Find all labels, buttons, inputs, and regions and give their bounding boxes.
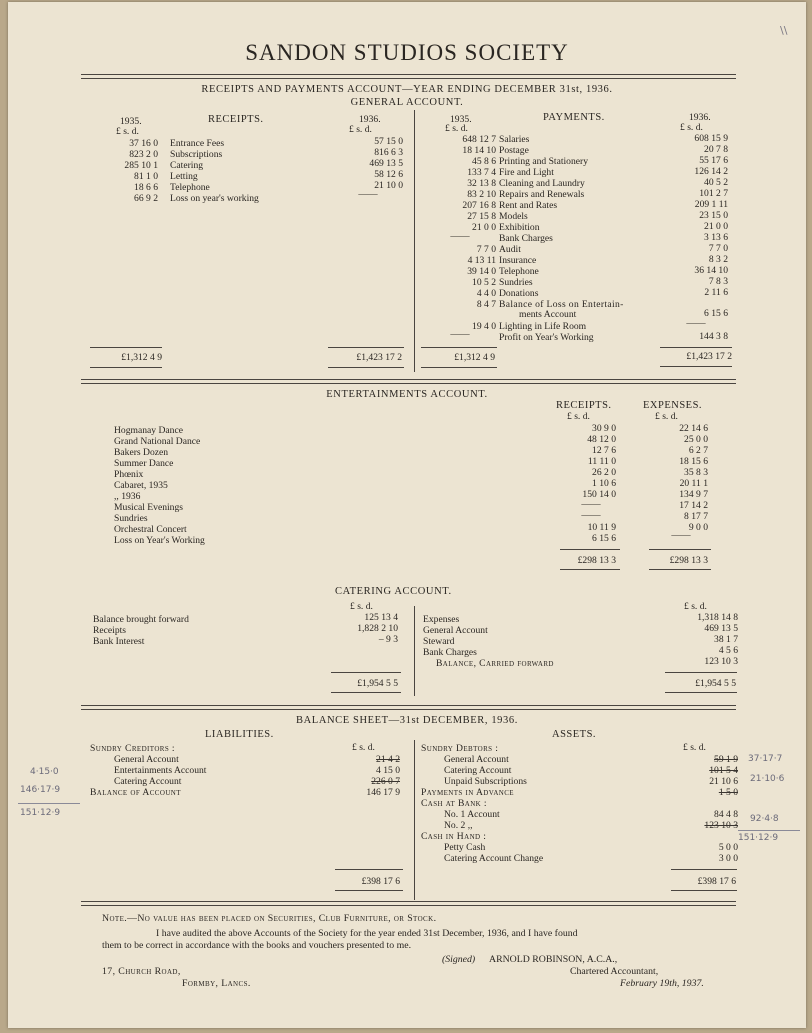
receipt-1935-amount: 81 1 0 — [134, 171, 158, 182]
lsd-heading: £ s. d. — [445, 123, 468, 134]
divider — [81, 383, 736, 384]
pencil-note: 4·15·0 — [30, 767, 59, 777]
receipt-1935-amount: 66 9 2 — [134, 193, 158, 204]
liability-amount: 226 0 7 — [371, 776, 400, 787]
lsd-heading: £ s. d. — [680, 122, 703, 133]
payment-1935-amount: 133 7 4 — [467, 167, 496, 178]
entertainment-receipts: 10 11 9 — [587, 522, 616, 533]
balance-heading: BALANCE SHEET—31st DECEMBER, 1936. — [296, 715, 518, 726]
entertainment-receipts: —— — [581, 510, 601, 521]
payment-1935-amount: 207 16 8 — [462, 200, 496, 211]
asset-label: Sundry Debtors : — [421, 743, 499, 754]
receipt-1935-amount: 285 10 1 — [124, 160, 158, 171]
payment-1935-amount: 7 7 0 — [476, 244, 496, 255]
catering-right-amount: 4 5 6 — [718, 645, 738, 656]
payment-label: Salaries — [499, 134, 530, 145]
catering-right-amount: 123 10 3 — [704, 656, 738, 667]
lsd-heading: £ s. d. — [684, 601, 707, 612]
asset-amount: 59 1 9 — [714, 754, 738, 765]
entertainment-receipts: 26 2 0 — [592, 467, 616, 478]
payment-1935-amount: 10 5 2 — [472, 277, 496, 288]
receipt-label: Catering — [170, 160, 204, 171]
entertainments-expenses-label: EXPENSES. — [643, 400, 703, 411]
liability-label: Entertainments Account — [114, 765, 207, 776]
asset-label: Petty Cash — [444, 842, 486, 853]
column-divider — [414, 606, 415, 696]
liability-amount: 146 17 9 — [366, 787, 400, 798]
payment-1935-amount: 39 14 0 — [467, 266, 496, 277]
payment-1935-amount: —— — [450, 329, 470, 340]
entertainment-label: ,, 1936 — [114, 491, 141, 502]
asset-label: Cash in Hand : — [421, 831, 487, 842]
entertainments-heading: ENTERTAINMENTS ACCOUNT. — [326, 389, 488, 400]
receipts-year-1935: 1935. — [120, 116, 142, 127]
receipt-1936-amount: 816 6 3 — [374, 147, 403, 158]
entertainment-label: Orchestral Concert — [114, 524, 187, 535]
receipt-1936-amount: —— — [358, 189, 378, 200]
entertainment-expenses: 18 15 6 — [679, 456, 708, 467]
payment-1936-amount: 55 17 6 — [699, 155, 728, 166]
total-rule — [421, 347, 497, 348]
payment-label: Fire and Light — [499, 167, 554, 178]
catering-left-amount: – 9 3 — [378, 634, 398, 645]
payment-1935-amount: 4 4 0 — [476, 288, 496, 299]
catering-right-label: Steward — [423, 636, 455, 647]
entertainment-receipts: 6 15 6 — [592, 533, 616, 544]
payment-label: Exhibition — [499, 222, 540, 233]
liability-label: Balance of Account — [90, 787, 181, 798]
entertainment-label: Summer Dance — [114, 458, 174, 469]
divider — [81, 74, 736, 75]
total-rule — [421, 367, 497, 368]
entertainment-receipts: 48 12 0 — [587, 434, 616, 445]
lsd-heading: £ s. d. — [567, 411, 590, 422]
payment-1935-amount: 27 15 8 — [467, 211, 496, 222]
entertainment-label: Hogmanay Dance — [114, 425, 183, 436]
payment-1936-amount: 8 3 2 — [708, 254, 728, 265]
receipts-label: RECEIPTS. — [208, 114, 264, 125]
receipt-1936-amount: 57 15 0 — [374, 136, 403, 147]
payment-1936-amount: 126 14 2 — [694, 166, 728, 177]
asset-label: Payments in Advance — [421, 787, 514, 798]
payment-1936-amount: 21 0 0 — [704, 221, 728, 232]
payment-label: Rent and Rates — [499, 200, 558, 211]
audit-statement-line2: them to be correct in accordance with the books and vouchers presented to me. — [102, 940, 412, 951]
payment-label: ments Account — [519, 309, 577, 320]
entertainment-receipts: 1 10 6 — [592, 478, 616, 489]
catering-left-label: Balance brought forward — [93, 614, 189, 625]
payment-label: Postage — [499, 145, 529, 156]
liability-label: Catering Account — [114, 776, 182, 787]
catering-left-amount: 125 13 4 — [364, 612, 398, 623]
divider — [81, 901, 736, 902]
receipt-1936-amount: 58 12 6 — [374, 169, 403, 180]
lsd-heading: £ s. d. — [350, 601, 373, 612]
receipt-label: Entrance Fees — [170, 138, 225, 149]
pencil-note: 151·12·9 — [20, 808, 61, 818]
payment-label: Profit on Year's Working — [499, 332, 594, 343]
payment-1935-amount: —— — [450, 231, 470, 242]
entertainment-receipts: 12 7 6 — [592, 445, 616, 456]
catering-right-label: Bank Charges — [423, 647, 477, 658]
payment-1936-amount: 36 14 10 — [694, 265, 728, 276]
receipt-label: Loss on year's working — [170, 193, 259, 204]
general-heading: RECEIPTS AND PAYMENTS ACCOUNT—YEAR ENDING DECEMBER 31st, 1936. — [201, 84, 613, 95]
divider — [81, 705, 736, 706]
asset-amount: 5 0 0 — [718, 842, 738, 853]
payment-1936-amount: 40 5 2 — [704, 177, 728, 188]
total-rule — [560, 549, 620, 550]
payment-1935-amount: 45 8 6 — [472, 156, 496, 167]
entertainments-receipts-label: RECEIPTS. — [556, 400, 612, 411]
asset-amount: 123 10 3 — [704, 820, 738, 831]
total-rule — [335, 869, 403, 870]
receipts-year-1936: 1936. — [359, 114, 381, 125]
total-rule — [331, 692, 401, 693]
catering-right-amount: 1,318 14 8 — [697, 612, 738, 623]
entertainment-expenses: 35 8 3 — [684, 467, 708, 478]
catering-left-amount: 1,828 2 10 — [357, 623, 398, 634]
payment-1936-amount: 144 3 8 — [699, 331, 728, 342]
total-rule — [90, 367, 162, 368]
entertainments-receipts-total: £298 13 3 — [577, 555, 616, 566]
liability-amount: 4 15 0 — [376, 765, 400, 776]
liabilities-total: £398 17 6 — [361, 876, 400, 887]
divider — [81, 709, 736, 710]
payment-1935-amount: 18 14 10 — [462, 145, 496, 156]
column-divider — [414, 110, 415, 372]
asset-label: General Account — [444, 754, 509, 765]
catering-right-amount: 38 1 7 — [714, 634, 738, 645]
payment-label: Models — [499, 211, 528, 222]
receipts-total-1936: £1,423 17 2 — [356, 352, 402, 363]
pencil-rule — [18, 803, 80, 804]
receipt-label: Telephone — [170, 182, 210, 193]
payment-1936-amount: 20 7 8 — [704, 144, 728, 155]
total-rule — [560, 569, 620, 570]
payment-label: Cleaning and Laundry — [499, 178, 585, 189]
catering-right-total: £1,954 5 5 — [695, 678, 736, 689]
total-rule — [90, 347, 162, 348]
receipt-1935-amount: 18 6 6 — [134, 182, 158, 193]
asset-label: Catering Account Change — [444, 853, 544, 864]
payment-label: Donations — [499, 288, 539, 299]
entertainment-expenses: 134 9 7 — [679, 489, 708, 500]
entertainment-label: Musical Evenings — [114, 502, 184, 513]
total-rule — [649, 569, 711, 570]
lsd-heading: £ s. d. — [349, 124, 372, 135]
entertainment-label: Phœnix — [114, 469, 144, 480]
payments-year-1936: 1936. — [689, 112, 711, 123]
catering-right-amount: 469 13 5 — [704, 623, 738, 634]
entertainment-label: Grand National Dance — [114, 436, 201, 447]
audit-statement-line1: I have audited the above Accounts of the Society for the year ended 31st December, 1936, and I have found — [156, 928, 578, 939]
payment-1935-amount: 83 2 10 — [467, 189, 496, 200]
total-rule — [660, 366, 732, 367]
payment-1935-amount: 8 4 7 — [476, 299, 496, 310]
entertainment-receipts: 150 14 0 — [582, 489, 616, 500]
receipt-1936-amount: 469 13 5 — [369, 158, 403, 169]
asset-label: Cash at Bank : — [421, 798, 487, 809]
catering-left-label: Bank Interest — [93, 636, 145, 647]
total-rule — [335, 890, 403, 891]
auditor-role: Chartered Accountant, — [570, 966, 659, 977]
entertainment-receipts: —— — [581, 499, 601, 510]
receipts-total-1935: £1,312 4 9 — [121, 352, 162, 363]
entertainments-expenses-total: £298 13 3 — [669, 555, 708, 566]
lsd-heading: £ s. d. — [116, 126, 139, 137]
general-subheading: GENERAL ACCOUNT. — [350, 97, 464, 108]
entertainment-label: Loss on Year's Working — [114, 535, 205, 546]
payments-year-1935: 1935. — [450, 114, 472, 125]
liabilities-label: LIABILITIES. — [205, 729, 274, 740]
pencil-note: 151·12·9 — [738, 833, 779, 843]
asset-label: No. 1 Account — [444, 809, 500, 820]
entertainment-expenses: 25 0 0 — [684, 434, 708, 445]
payment-1935-amount: 4 13 11 — [467, 255, 496, 266]
catering-right-label: Balance, Carried forward — [436, 658, 554, 669]
liability-label: General Account — [114, 754, 179, 765]
receipt-label: Subscriptions — [170, 149, 223, 160]
total-rule — [328, 347, 404, 348]
receipt-1935-amount: 823 2 0 — [129, 149, 158, 160]
divider — [81, 78, 736, 79]
total-rule — [328, 367, 404, 368]
address-line2: Formby, Lancs. — [182, 978, 251, 989]
payment-1936-amount: 23 15 0 — [699, 210, 728, 221]
payments-total-1935: £1,312 4 9 — [454, 352, 495, 363]
payment-1935-amount: 648 12 7 — [462, 134, 496, 145]
entertainment-label: Cabaret, 1935 — [114, 480, 168, 491]
pencil-note: 37·17·7 — [748, 754, 783, 764]
payment-1935-amount: 32 13 8 — [467, 178, 496, 189]
payment-label: Sundries — [499, 277, 533, 288]
catering-left-label: Receipts — [93, 625, 127, 636]
payment-1936-amount: 3 13 6 — [704, 232, 728, 243]
entertainment-expenses: 8 17 7 — [684, 511, 708, 522]
payment-1936-amount: 608 15 9 — [694, 133, 728, 144]
pencil-note: 146·17·9 — [20, 785, 61, 795]
entertainment-label: Sundries — [114, 513, 148, 524]
payment-label: Audit — [499, 244, 521, 255]
catering-right-label: Expenses — [423, 614, 460, 625]
entertainment-expenses: 17 14 2 — [679, 500, 708, 511]
asset-amount: 84 4 8 — [714, 809, 738, 820]
payment-1936-amount: 2 11 6 — [704, 287, 728, 298]
assets-total: £398 17 6 — [697, 876, 736, 887]
asset-label: No. 2 ,, — [444, 820, 473, 831]
payment-label: Lighting in Life Room — [499, 321, 587, 332]
receipt-1936-amount: 21 10 0 — [374, 180, 403, 191]
total-rule — [331, 672, 401, 673]
asset-amount: 3 0 0 — [718, 853, 738, 864]
payment-1936-amount: 101 2 7 — [699, 188, 728, 199]
signed-label: (Signed) — [442, 954, 476, 965]
receipt-label: Letting — [170, 171, 198, 182]
divider — [81, 379, 736, 380]
entertainment-receipts: 11 11 0 — [587, 456, 616, 467]
asset-label: Catering Account — [444, 765, 512, 776]
pencil-note: 92·4·8 — [750, 814, 779, 824]
entertainment-expenses: 9 0 0 — [688, 522, 708, 533]
payment-1935-amount: 19 4 0 — [472, 321, 496, 332]
payment-label: Repairs and Renewals — [499, 189, 585, 200]
entertainment-expenses: —— — [671, 530, 691, 541]
auditor-name: ARNOLD ROBINSON, A.C.A., — [489, 954, 618, 965]
audit-date: February 19th, 1937. — [620, 978, 704, 989]
pencil-rule — [738, 830, 800, 831]
total-rule — [671, 890, 737, 891]
payments-total-1936: £1,423 17 2 — [686, 351, 732, 362]
catering-left-total: £1,954 5 5 — [357, 678, 398, 689]
footer-note: Note.—No value has been placed on Securities, Club Furniture, or Stock. — [102, 913, 437, 924]
payment-1936-amount: 7 7 0 — [708, 243, 728, 254]
entertainment-label: Bakers Dozen — [114, 447, 169, 458]
asset-amount: 101 5 4 — [709, 765, 738, 776]
assets-label: ASSETS. — [552, 729, 597, 740]
payment-1936-amount: —— — [686, 318, 706, 329]
payment-label: Printing and Stationery — [499, 156, 588, 167]
payment-1936-amount: 209 1 11 — [694, 199, 728, 210]
payment-1936-amount: 6 15 6 — [704, 308, 728, 319]
society-title: SANDON STUDIOS SOCIETY — [245, 40, 569, 65]
liability-amount: 21 4 2 — [376, 754, 400, 765]
total-rule — [671, 869, 737, 870]
lsd-heading: £ s. d. — [655, 411, 678, 422]
entertainment-expenses: 22 14 6 — [679, 423, 708, 434]
catering-heading: CATERING ACCOUNT. — [335, 586, 452, 597]
payment-label: Insurance — [499, 255, 537, 266]
payment-1935-amount: 21 0 0 — [472, 222, 496, 233]
corner-pencil-mark: \\ — [780, 24, 788, 37]
payments-label: PAYMENTS. — [543, 112, 605, 123]
lsd-heading: £ s. d. — [352, 742, 375, 753]
payment-label: Balance of Loss on Entertain- — [499, 299, 624, 310]
entertainment-expenses: 20 11 1 — [679, 478, 708, 489]
asset-amount: 1 5 0 — [718, 787, 738, 798]
payment-1936-amount: 7 8 3 — [708, 276, 728, 287]
payment-label: Telephone — [499, 266, 539, 277]
receipt-1935-amount: 37 16 0 — [129, 138, 158, 149]
total-rule — [665, 692, 737, 693]
address-line1: 17, Church Road, — [102, 966, 181, 977]
total-rule — [665, 672, 737, 673]
liability-label: Sundry Creditors : — [90, 743, 175, 754]
entertainment-receipts: 30 9 0 — [592, 423, 616, 434]
asset-label: Unpaid Subscriptions — [444, 776, 527, 787]
payment-label: Bank Charges — [499, 233, 553, 244]
entertainment-expenses: 6 2 7 — [688, 445, 708, 456]
total-rule — [649, 549, 711, 550]
pencil-note: 21·10·6 — [750, 774, 785, 784]
divider — [81, 905, 736, 906]
lsd-heading: £ s. d. — [683, 742, 706, 753]
accounts-sheet — [8, 2, 806, 1028]
catering-right-label: General Account — [423, 625, 488, 636]
column-divider — [414, 740, 415, 900]
total-rule — [660, 347, 732, 348]
asset-amount: 21 10 6 — [709, 776, 738, 787]
